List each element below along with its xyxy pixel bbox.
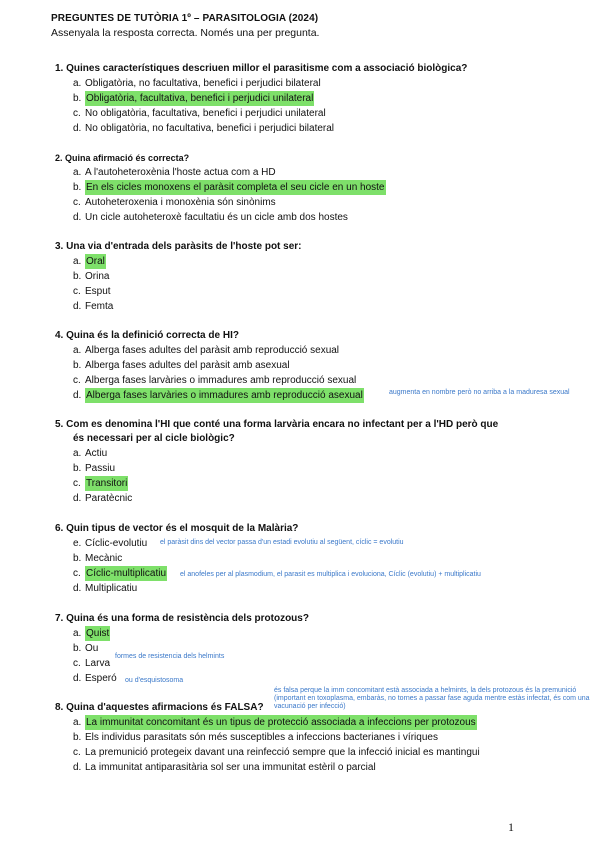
question-3-option-d[interactable]: d. Femta xyxy=(73,301,114,312)
highlighted-answer: Obligatòria, facultativa, benefici i perjudici unilateral xyxy=(86,93,314,104)
question-7-option-c[interactable]: c. Larva xyxy=(73,658,111,669)
annotation-q7-d: ou d'esquistosoma xyxy=(125,677,184,684)
question-8-option-d[interactable]: d. La immunitat antiparasitària sol ser una immunitat estèril o parcial xyxy=(73,762,376,773)
question-5-text: 5. Com es denomina l'HI que conté una forma larvària encara no infectant per a l'HD però que xyxy=(55,419,499,430)
question-7-option-b[interactable]: b. Ou xyxy=(73,643,99,654)
annotation-q8: és falsa perque la imm concomitant està associada a helmints, la dels protozous és la premunició (important en toxoplasma, embaràs, no tornes a passar fase aguda mentre estàs infectat, és com una vacunació per infecció) xyxy=(274,687,590,710)
question-4-option-c[interactable]: c. Alberga fases larvàries o immadures amb reproducció sexual xyxy=(73,375,357,386)
question-1-text: 1. Quines característiques descriuen millor el parasitisme com a associació biològica? xyxy=(55,63,468,74)
question-8-option-c[interactable]: c. La premunició protegeix davant una reinfecció sempre que la infecció inicial es mantingui xyxy=(73,747,480,758)
highlighted-answer: Transitori xyxy=(86,478,128,489)
question-6-option-d[interactable]: d. Multiplicatiu xyxy=(73,583,138,594)
highlighted-answer: La immunitat concomitant és un tipus de protecció associada a infeccions per protozous xyxy=(86,717,476,728)
highlighted-answer: En els cicles monoxens el paràsit completa el seu cicle en un hoste xyxy=(86,182,385,193)
highlighted-answer: Alberga fases larvàries o immadures amb reproducció asexual xyxy=(86,390,363,401)
question-4-option-a[interactable]: a. Alberga fases adultes del paràsit amb reproducció sexual xyxy=(73,345,340,356)
highlighted-answer: Oral xyxy=(86,256,105,267)
question-1-option-d[interactable]: d. No obligatòria, no facultativa, benefici i perjudici bilateral xyxy=(73,123,335,134)
page-number: 1 xyxy=(508,820,514,834)
question-5-option-d[interactable]: d. Paratècnic xyxy=(73,493,133,504)
question-3-option-b[interactable]: b. Orina xyxy=(73,271,110,282)
question-4-option-b[interactable]: b. Alberga fases adultes del paràsit amb asexual xyxy=(73,360,290,371)
question-6-option-a[interactable]: e. Cíclic-evolutiu xyxy=(73,538,148,549)
question-8-option-b[interactable]: b. Els individus parasitats són més susceptibles a infeccions bacterianes i víriques xyxy=(73,732,438,743)
question-7-option-a[interactable]: a. Quist xyxy=(73,628,110,639)
question-1 xyxy=(55,62,585,136)
question-6-option-b[interactable]: b. Mecànic xyxy=(73,553,123,564)
annotation-q6-c: el anofeles per al plasmodium, el parasit es multiplica i evoluciona, Cíclic (evolutiu) + multiplicatiu xyxy=(180,571,481,578)
question-7-option-d[interactable]: d. Esperó xyxy=(73,673,117,684)
question-5 xyxy=(55,418,585,506)
question-2-option-a[interactable]: a. A l'autoheteroxènia l'hoste actua com a HD xyxy=(73,167,276,178)
question-3-option-a[interactable]: a. Oral xyxy=(73,256,105,267)
question-1-option-a[interactable]: a. Obligatòria, no facultativa, benefici i perjudici bilateral xyxy=(73,78,321,89)
question-5-option-c[interactable]: c. Transitori xyxy=(73,478,128,489)
question-2 xyxy=(55,151,585,225)
question-3-option-c[interactable]: c. Esput xyxy=(73,286,111,297)
question-4-text: 4. Quina és la definició correcta de HI? xyxy=(55,330,239,341)
question-2-option-c[interactable]: c. Autoheteroxenia i monoxènia són sinònims xyxy=(73,197,276,208)
question-8 xyxy=(55,701,585,775)
question-3-text: 3. Una via d'entrada dels paràsits de l'hoste pot ser: xyxy=(55,241,302,252)
question-2-option-b[interactable]: b. En els cicles monoxens el paràsit completa el seu cicle en un hoste xyxy=(73,182,385,193)
question-5-text-cont: és necessari per al cicle biològic? xyxy=(73,433,235,444)
document-instructions: Assenyala la resposta correcta. Només una per pregunta. xyxy=(51,27,320,39)
highlighted-answer: Cíclic-multiplicatiu xyxy=(86,568,167,579)
annotation-q6-a: el paràsit dins del vector passa d'un estadi evolutiu al següent, cíclic = evolutiu xyxy=(160,539,404,546)
highlighted-answer: Quist xyxy=(86,628,110,639)
question-7-text: 7. Quina és una forma de resistència dels protozous? xyxy=(55,613,309,624)
question-8-option-a[interactable]: a. La immunitat concomitant és un tipus de protecció associada a infeccions per protozous xyxy=(73,717,476,728)
question-2-option-d[interactable]: d. Un cicle autoheteroxè facultatiu és un cicle amb dos hostes xyxy=(73,212,348,223)
question-2-text: 2. Quina afirmació és correcta? xyxy=(55,153,190,163)
question-8-text: 8. Quina d'aquestes afirmacions és FALSA? xyxy=(55,702,264,713)
question-4-option-d[interactable]: d. Alberga fases larvàries o immadures amb reproducció asexual xyxy=(73,390,363,401)
annotation-q7-bc: formes de resistencia dels helmints xyxy=(115,653,225,660)
question-7 xyxy=(55,612,585,686)
annotation-q4: augmenta en nombre però no arriba a la maduresa sexual xyxy=(389,389,570,396)
document-title: PREGUNTES DE TUTÒRIA 1º – PARASITOLOGIA (2024) xyxy=(51,13,319,24)
question-5-option-b[interactable]: b. Passiu xyxy=(73,463,116,474)
question-3 xyxy=(55,240,585,314)
question-1-option-b[interactable]: b. Obligatòria, facultativa, benefici i perjudici unilateral xyxy=(73,93,314,104)
question-5-option-a[interactable]: a. Actiu xyxy=(73,448,108,459)
question-6-text: 6. Quin tipus de vector és el mosquit de la Malària? xyxy=(55,523,299,534)
question-6 xyxy=(55,522,585,596)
question-6-option-c[interactable]: c. Cíclic-multiplicatiu xyxy=(73,568,167,579)
question-1-option-c[interactable]: c. No obligatòria, facultativa, benefici i perjudici unilateral xyxy=(73,108,326,119)
